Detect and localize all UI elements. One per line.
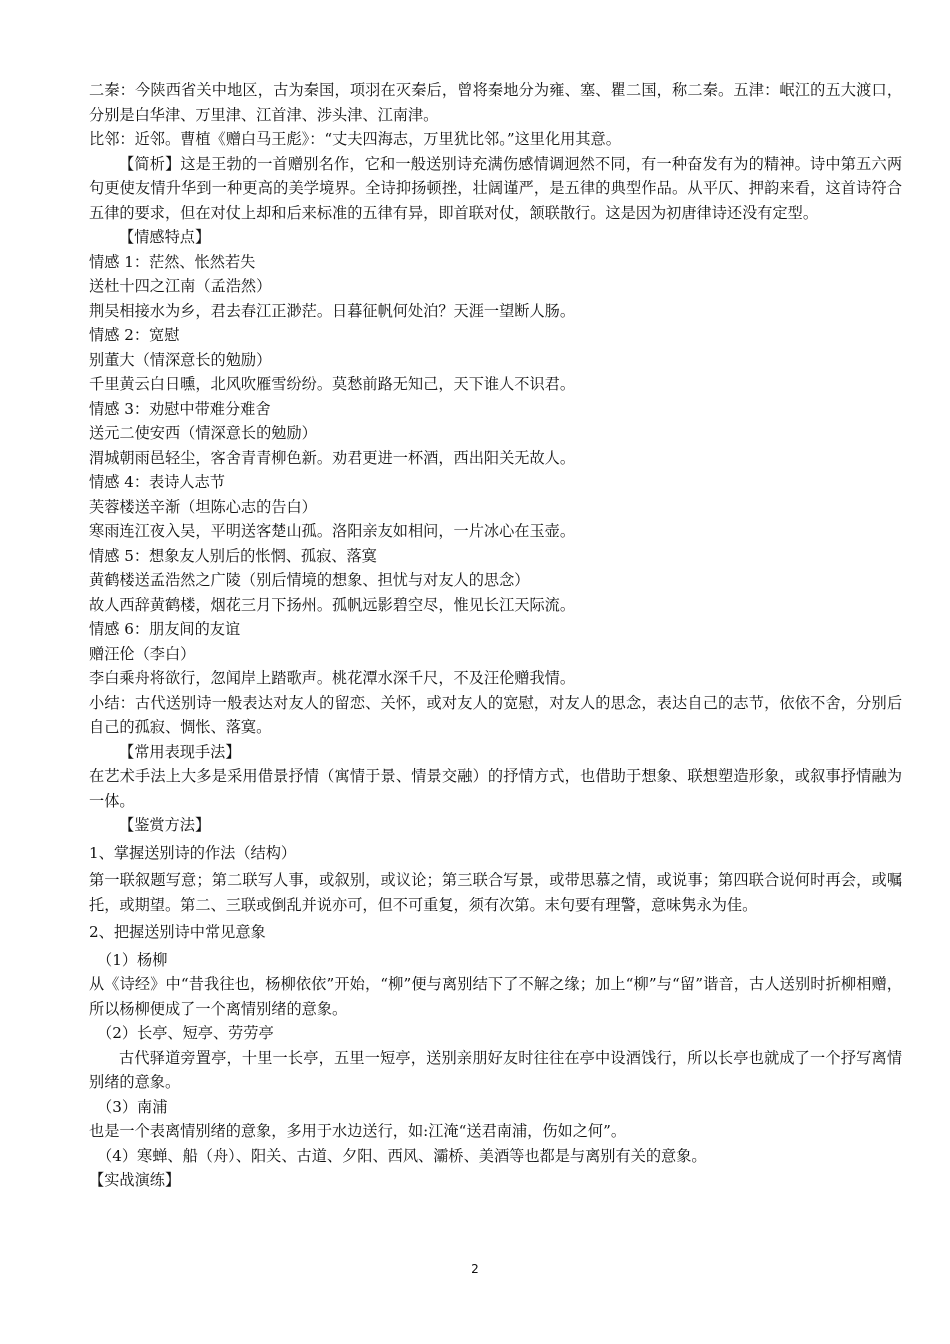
- paragraph: 芙蓉楼送辛渐（坦陈心志的告白）: [89, 497, 317, 516]
- paragraph: （3）南浦: [97, 1097, 168, 1116]
- paragraph: 【鉴赏方法】: [119, 816, 211, 834]
- page-number: 2: [471, 1262, 479, 1276]
- paragraph: 别董大（情深意长的勉励）: [89, 350, 272, 369]
- paragraph: 也是一个表离情别绪的意象，多用于水边送行，如:江淹“送君南浦，伤如之何”。: [89, 1122, 627, 1140]
- paragraph: 送杜十四之江南（孟浩然）: [89, 277, 272, 295]
- paragraph: 2、把握送别诗中常见意象: [89, 923, 266, 941]
- paragraph: 情感 4：表诗人志节: [89, 473, 225, 491]
- paragraph: 在艺术手法上大多是采用借景抒情（寓情于景、情景交融）的抒情方式，也借助于想象、联想塑造形象，或叙事抒情融为一体。: [89, 767, 902, 810]
- paragraph: （2）长亭、短亭、劳劳亭: [97, 1024, 274, 1042]
- paragraph: 千里黄云白日曛，北风吹雁雪纷纷。莫愁前路无知己，天下谁人不识君。: [89, 375, 575, 393]
- paragraph: 送元二使安西（情深意长的勉励）: [89, 424, 317, 442]
- paragraph: 情感 6：朋友间的友谊: [89, 620, 241, 638]
- paragraph: 古代驿道旁置亭，十里一长亭，五里一短亭，送别亲朋好友时往往在亭中设酒饯行，所以长亭也就成了一个抒写离情别绪的意象。: [89, 1048, 902, 1091]
- paragraph: 情感 5：想象友人别后的怅惘、孤寂、落寞: [89, 546, 377, 565]
- page-body: [89, 78, 902, 1193]
- paragraph: 比邻：近邻。曹植《赠白马王彪》：“丈夫四海志，万里犹比邻。”这里化用其意。: [89, 130, 621, 148]
- paragraph: 1、掌握送别诗的作法（结构）: [89, 843, 297, 862]
- paragraph: 黄鹤楼送孟浩然之广陵（别后情境的想象、担忧与对友人的思念）: [89, 571, 530, 589]
- paragraph: 【实战演练】: [89, 1171, 181, 1189]
- paragraph: 情感 2：宽慰: [89, 326, 180, 344]
- paragraph: 情感 3：劝慰中带难分难舍: [89, 399, 271, 418]
- paragraph: 渭城朝雨邑轻尘，客舍青青柳色新。劝君更进一杯酒，西出阳关无故人。: [89, 448, 575, 467]
- paragraph: 赠汪伦（李白）: [89, 644, 196, 663]
- paragraph: 荆吴相接水为乡，君去春江正渺茫。日暮征帆何处泊？天涯一望断人肠。: [89, 301, 575, 320]
- paragraph: 情感 1：茫然、怅然若失: [89, 252, 256, 271]
- paragraph: （1）杨柳: [97, 950, 168, 969]
- paragraph: 故人西辞黄鹤楼，烟花三月下扬州。孤帆远影碧空尽，惟见长江天际流。: [89, 595, 575, 614]
- paragraph: 二秦：今陕西省关中地区，古为秦国，项羽在灭秦后，曾将秦地分为雍、塞、瞿二国，称二秦。五津：岷江的五大渡口，分别是白华津、万里津、江首津、涉头津、江南津。: [89, 81, 902, 124]
- paragraph: 李白乘舟将欲行，忽闻岸上踏歌声。桃花潭水深千尺，不及汪伦赠我情。: [89, 669, 575, 687]
- paragraph: 【简析】这是王勃的一首赠别名作，它和一般送别诗充满伤感情调迥然不同，有一种奋发有为的精神。诗中第五六两句更使友情升华到一种更高的美学境界。全诗抑扬顿挫，壮阔谨严，是五律的典型作品。从平仄、押韵来看，这首诗符合五律的要求，但在对仗上却和后来标准的五律有异，即首联对仗，颔联散行。这是因为初唐律诗还没有定型。: [89, 154, 902, 222]
- paragraph: （4）寒蝉、船（舟）、阳关、古道、夕阳、西风、灞桥、美酒等也都是与离别有关的意象。: [97, 1146, 707, 1165]
- paragraph: 【情感特点】: [119, 228, 211, 246]
- paragraph: 【常用表现手法】: [119, 742, 241, 761]
- paragraph: 第一联叙题写意；第二联写人事，或叙别，或议论；第三联合写景，或带思慕之情，或说事；第四联合说何时再会，或嘱托，或期望。第二、三联或倒乱并说亦可，但不可重复，须有次第。末句要有理警，意味隽永为佳。: [89, 871, 902, 914]
- paragraph: 寒雨连江夜入吴，平明送客楚山孤。洛阳亲友如相问，一片冰心在玉壶。: [89, 522, 575, 540]
- paragraph: 小结：古代送别诗一般表达对友人的留恋、关怀，或对友人的宽慰，对友人的思念，表达自己的志节，依依不舍，分别后自己的孤寂、惆怅、落寞。: [89, 693, 902, 736]
- paragraph: 从《诗经》中“昔我往也，杨柳依依”开始，“柳”便与离别结下了不解之缘；加上“柳”与“留”谐音，古人送别时折柳相赠，所以杨柳便成了一个离情别绪的意象。: [89, 975, 902, 1018]
